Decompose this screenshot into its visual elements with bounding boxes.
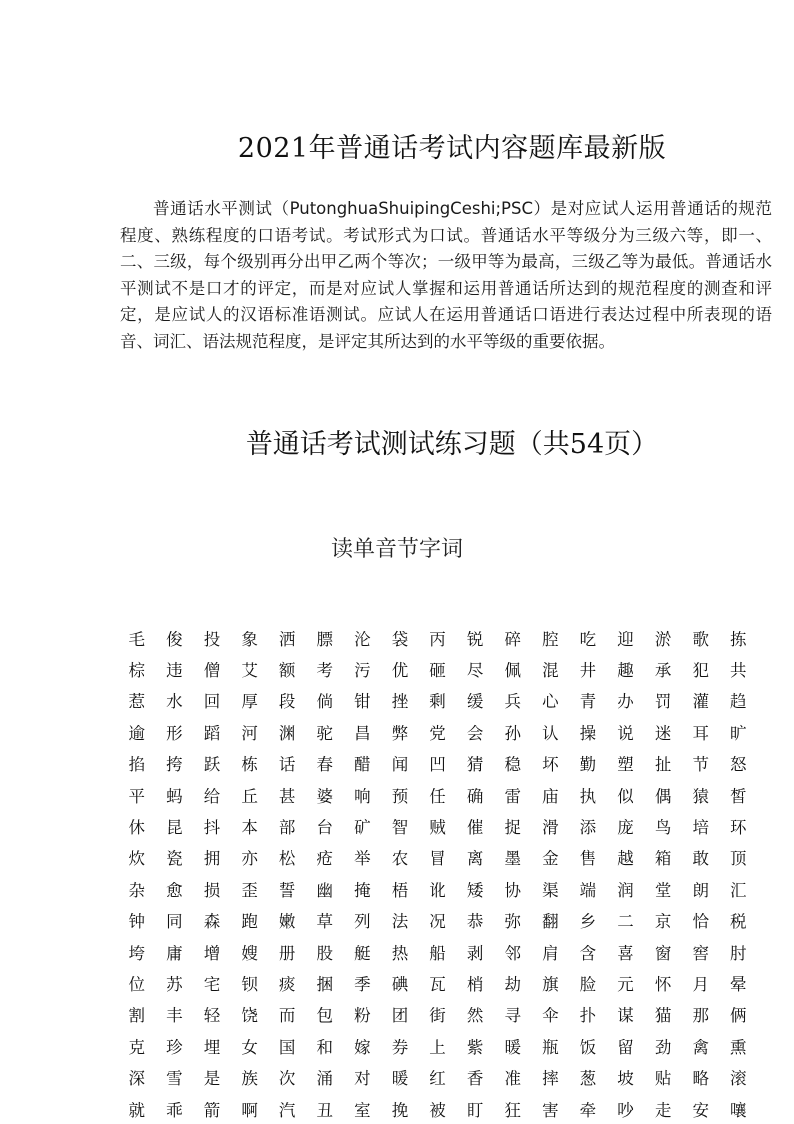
character-cell: 甚: [278, 786, 296, 806]
character-cell: 窗: [654, 943, 672, 963]
character-cell: 添: [579, 818, 597, 838]
character-cell: 炊: [128, 849, 146, 869]
character-cell: 说: [617, 723, 634, 743]
character-cell: 国: [278, 1037, 296, 1057]
character-row: [118, 842, 758, 873]
character-row: [118, 967, 758, 998]
character-cell: 伞: [542, 1006, 559, 1026]
character-cell: 墨: [504, 849, 521, 869]
character-cell: 走: [654, 1100, 672, 1120]
character-cell: 党: [429, 723, 446, 743]
character-cell: 准: [504, 1069, 521, 1089]
character-cell: 塑: [617, 755, 634, 775]
character-row: [118, 905, 758, 936]
character-row: [118, 873, 758, 904]
character-cell: 粉: [354, 1006, 371, 1026]
character-cell: 窖: [692, 943, 709, 963]
character-cell: 婆: [316, 786, 334, 806]
character-cell: 倘: [316, 692, 334, 712]
character-cell: 金: [542, 849, 559, 869]
character-cell: 形: [166, 723, 183, 743]
character-cell: 旗: [542, 974, 559, 994]
character-cell: 似: [617, 786, 634, 806]
character-cell: 河: [241, 723, 258, 743]
character-cell: 响: [354, 786, 371, 806]
character-cell: 红: [429, 1069, 446, 1089]
character-cell: 月: [692, 974, 709, 994]
character-cell: 办: [617, 692, 634, 712]
character-cell: 台: [316, 818, 334, 838]
character-row: [118, 1030, 758, 1061]
character-cell: 顶: [730, 849, 747, 869]
character-cell: 对: [354, 1069, 371, 1089]
character-cell: 杂: [128, 880, 146, 900]
character-cell: 葱: [579, 1069, 597, 1089]
character-cell: 松: [278, 849, 296, 869]
character-cell: 啊: [241, 1100, 258, 1120]
character-cell: 捉: [504, 818, 521, 838]
character-cell: 庙: [542, 786, 559, 806]
character-cell: 拥: [203, 849, 221, 869]
character-cell: 钡: [241, 974, 258, 994]
character-cell: 箱: [654, 849, 672, 869]
character-cell: 饶: [241, 1006, 258, 1026]
character-cell: 那: [692, 1006, 709, 1026]
character-cell: 节: [692, 755, 709, 775]
character-cell: 离: [466, 849, 484, 869]
character-cell: 闻: [391, 755, 409, 775]
character-cell: 牵: [579, 1100, 597, 1120]
character-cell: 族: [241, 1069, 258, 1089]
character-cell: 是: [203, 1069, 221, 1089]
character-cell: 同: [166, 912, 183, 932]
character-cell: 淤: [654, 629, 672, 649]
character-cell: 心: [542, 692, 559, 712]
character-cell: 庸: [166, 943, 183, 963]
character-cell: 安: [692, 1100, 709, 1120]
character-cell: 劲: [654, 1037, 672, 1057]
character-cell: 迷: [654, 723, 672, 743]
character-cell: 执: [579, 786, 597, 806]
character-cell: 热: [391, 943, 409, 963]
character-cell: 春: [316, 755, 334, 775]
character-cell: 环: [730, 818, 747, 838]
character-cell: 回: [203, 692, 221, 712]
character-cell: 箭: [203, 1100, 221, 1120]
character-cell: 然: [466, 1006, 484, 1026]
character-cell: 碎: [504, 629, 521, 649]
character-cell: 认: [542, 723, 559, 743]
character-cell: 掐: [128, 755, 146, 775]
character-cell: 深: [128, 1069, 146, 1089]
character-cell: 举: [354, 849, 371, 869]
character-cell: 鸟: [654, 818, 672, 838]
character-cell: 和: [316, 1037, 334, 1057]
character-cell: 团: [391, 1006, 409, 1026]
character-cell: 被: [429, 1100, 446, 1120]
intro-paragraph: 普通话水平测试（PutonghuaShuipingCeshi;PSC）是对应试人运用普通话的规范程度、熟练程度的口语考试。考试形式为口试。普通话水平等级分为三级六等，即一、二、三级，每个级别再分出甲乙两个等次；一级甲等为最高，三级乙等为最低。普通话水平测试不是口才的评定，而是对应试人掌握和运用普通话所达到的规范程度的测查和评定，是应试人的汉语标准语测试。应试人在运用普通话口语进行表达过程中所表现的语音、词汇、语法规范程度，是评定其所达到的水平等级的重要依据。: [120, 199, 772, 351]
character-cell: 趋: [730, 692, 747, 712]
character-cell: 操: [579, 723, 597, 743]
character-cell: 袋: [391, 629, 409, 649]
character-cell: 协: [504, 880, 521, 900]
character-cell: 挫: [391, 692, 409, 712]
character-cell: 嫁: [354, 1037, 371, 1057]
character-cell: 渊: [278, 723, 296, 743]
character-cell: 恭: [466, 912, 484, 932]
character-cell: 害: [542, 1100, 559, 1120]
character-row: [118, 716, 758, 747]
character-cell: 轻: [203, 1006, 221, 1026]
character-cell: 逾: [128, 723, 146, 743]
character-cell: 趣: [617, 661, 634, 681]
character-cell: 任: [429, 786, 446, 806]
character-cell: 象: [241, 629, 258, 649]
character-cell: 暖: [391, 1069, 409, 1089]
character-cell: 剥: [466, 943, 484, 963]
character-cell: 滑: [542, 818, 559, 838]
character-cell: 部: [278, 818, 296, 838]
character-cell: 谋: [617, 1006, 634, 1026]
character-cell: 沦: [354, 629, 371, 649]
character-cell: 滚: [730, 1069, 747, 1089]
character-cell: 混: [542, 661, 559, 681]
character-cell: 端: [579, 880, 597, 900]
character-cell: 梢: [466, 974, 484, 994]
character-cell: 就: [128, 1100, 146, 1120]
character-cell: 饭: [579, 1037, 597, 1057]
character-row: [118, 748, 758, 779]
character-cell: 污: [354, 661, 371, 681]
character-cell: 蹈: [203, 723, 221, 743]
character-cell: 水: [166, 692, 183, 712]
character-cell: 雪: [166, 1069, 183, 1089]
character-cell: 智: [391, 818, 409, 838]
character-cell: 碘: [391, 974, 409, 994]
document-title: 2021年普通话考试内容题库最新版: [237, 133, 667, 164]
character-cell: 位: [128, 974, 146, 994]
character-cell: 汇: [730, 880, 747, 900]
character-row: [118, 1061, 758, 1092]
character-cell: 扑: [579, 1006, 597, 1026]
character-cell: 京: [654, 912, 672, 932]
character-cell: 克: [128, 1037, 146, 1057]
character-cell: 森: [203, 912, 221, 932]
character-cell: 越: [617, 849, 634, 869]
character-cell: 疮: [316, 849, 334, 869]
character-cell: 吃: [579, 629, 597, 649]
character-cell: 税: [730, 912, 747, 932]
character-cell: 增: [203, 943, 221, 963]
character-cell: 翻: [542, 912, 559, 932]
character-cell: 跃: [203, 755, 221, 775]
character-cell: 锐: [466, 629, 484, 649]
exercise-title: 普通话考试测试练习题（共54页）: [245, 429, 659, 460]
character-cell: 法: [391, 912, 409, 932]
character-cell: 厚: [241, 692, 258, 712]
character-cell: 丙: [429, 629, 446, 649]
character-cell: 罚: [654, 692, 672, 712]
character-cell: 丑: [316, 1100, 334, 1120]
character-cell: 休: [128, 818, 146, 838]
character-cell: 话: [278, 755, 296, 775]
character-cell: 留: [617, 1037, 634, 1057]
character-cell: 猿: [692, 786, 709, 806]
character-cell: 嚷: [730, 1100, 747, 1120]
character-cell: 猜: [466, 755, 484, 775]
character-cell: 勤: [579, 755, 597, 775]
character-cell: 腔: [542, 629, 559, 649]
character-cell: 投: [203, 629, 221, 649]
character-cell: 珍: [166, 1037, 183, 1057]
character-cell: 暖: [504, 1037, 521, 1057]
character-cell: 瓦: [429, 974, 446, 994]
character-cell: 膘: [316, 629, 334, 649]
character-cell: 给: [203, 786, 221, 806]
character-cell: 本: [241, 818, 258, 838]
character-cell: 嫩: [278, 912, 296, 932]
character-cell: 亦: [241, 849, 258, 869]
character-cell: 抖: [203, 818, 221, 838]
character-cell: 渠: [542, 880, 559, 900]
character-cell: 船: [429, 943, 446, 963]
character-cell: 而: [278, 1006, 296, 1026]
character-cell: 矿: [354, 818, 371, 838]
character-row: [118, 999, 758, 1030]
character-cell: 喜: [617, 943, 634, 963]
character-cell: 迎: [617, 629, 634, 649]
character-cell: 吵: [617, 1100, 634, 1120]
character-cell: 棕: [128, 661, 146, 681]
character-cell: 梧: [391, 880, 409, 900]
character-cell: 摔: [542, 1069, 559, 1089]
character-cell: 贼: [429, 818, 446, 838]
character-cell: 香: [466, 1069, 484, 1089]
character-cell: 乡: [579, 912, 597, 932]
character-cell: 瓷: [166, 849, 183, 869]
character-cell: 砸: [429, 661, 446, 681]
character-row: [118, 810, 758, 841]
character-cell: 苏: [166, 974, 183, 994]
character-cell: 艇: [354, 943, 371, 963]
character-cell: 挎: [166, 755, 183, 775]
character-cell: 坡: [617, 1069, 634, 1089]
character-cell: 凹: [429, 755, 446, 775]
character-cell: 熏: [730, 1037, 747, 1057]
character-row: [118, 622, 758, 653]
character-cell: 灌: [692, 692, 709, 712]
character-cell: 脸: [579, 974, 597, 994]
character-cell: 嫂: [241, 943, 258, 963]
character-cell: 誓: [278, 880, 296, 900]
character-cell: 列: [354, 912, 371, 932]
character-cell: 挽: [391, 1100, 409, 1120]
character-cell: 瓶: [542, 1037, 559, 1057]
character-cell: 确: [466, 786, 484, 806]
character-cell: 略: [692, 1069, 709, 1089]
character-cell: 栋: [241, 755, 258, 775]
character-cell: 艾: [241, 661, 258, 681]
character-cell: 耳: [692, 723, 709, 743]
character-cell: 堂: [654, 880, 672, 900]
character-cell: 讹: [429, 880, 446, 900]
character-cell: 会: [466, 723, 484, 743]
character-cell: 培: [692, 818, 709, 838]
character-cell: 上: [429, 1037, 446, 1057]
character-cell: 农: [391, 849, 409, 869]
character-cell: 弊: [391, 723, 409, 743]
character-cell: 稳: [504, 755, 521, 775]
character-cell: 街: [429, 1006, 446, 1026]
character-cell: 歪: [241, 880, 258, 900]
character-cell: 犯: [692, 661, 709, 681]
character-cell: 涌: [316, 1069, 334, 1089]
character-cell: 丘: [241, 786, 258, 806]
character-cell: 剩: [429, 692, 446, 712]
character-cell: 捆: [316, 974, 334, 994]
character-cell: 怒: [730, 755, 747, 775]
character-cell: 售: [579, 849, 597, 869]
character-cell: 况: [429, 912, 446, 932]
character-cell: 盯: [466, 1100, 484, 1120]
character-cell: 坏: [542, 755, 559, 775]
character-cell: 幽: [316, 880, 334, 900]
character-row: [118, 779, 758, 810]
character-cell: 女: [241, 1037, 258, 1057]
character-cell: 掩: [354, 880, 371, 900]
character-cell: 损: [203, 880, 221, 900]
character-cell: 扯: [654, 755, 672, 775]
character-row: [118, 936, 758, 967]
character-cell: 敢: [692, 849, 709, 869]
character-cell: 晕: [730, 974, 747, 994]
character-cell: 禽: [692, 1037, 709, 1057]
character-cell: 包: [316, 1006, 334, 1026]
character-cell: 驼: [316, 723, 334, 743]
character-cell: 俊: [166, 629, 183, 649]
character-cell: 共: [730, 661, 747, 681]
character-cell: 皙: [730, 786, 747, 806]
character-cell: 承: [654, 661, 672, 681]
character-cell: 埋: [203, 1037, 221, 1057]
character-cell: 紫: [466, 1037, 484, 1057]
character-cell: 劫: [504, 974, 521, 994]
character-cell: 井: [579, 661, 597, 681]
character-cell: 季: [354, 974, 371, 994]
character-cell: 蚂: [166, 786, 183, 806]
character-cell: 狂: [504, 1100, 521, 1120]
character-cell: 朗: [692, 880, 709, 900]
character-cell: 昌: [354, 723, 371, 743]
character-cell: 肘: [730, 943, 747, 963]
character-cell: 汽: [278, 1100, 296, 1120]
character-cell: 僧: [203, 661, 221, 681]
character-row: [118, 1093, 758, 1124]
character-cell: 俩: [730, 1006, 747, 1026]
character-cell: 催: [466, 818, 484, 838]
character-cell: 孙: [504, 723, 521, 743]
character-cell: 草: [316, 912, 334, 932]
character-cell: 拣: [730, 629, 747, 649]
character-cell: 雷: [504, 786, 521, 806]
character-cell: 额: [278, 661, 296, 681]
character-cell: 违: [166, 661, 183, 681]
character-cell: 冒: [429, 849, 446, 869]
character-grid: [118, 622, 758, 1124]
character-cell: 润: [617, 880, 634, 900]
character-cell: 弥: [504, 912, 521, 932]
character-cell: 预: [391, 786, 409, 806]
character-cell: 矮: [466, 880, 484, 900]
character-cell: 股: [316, 943, 334, 963]
character-cell: 醋: [354, 755, 371, 775]
character-cell: 跑: [241, 912, 258, 932]
character-cell: 宅: [203, 974, 221, 994]
character-cell: 割: [128, 1006, 146, 1026]
character-cell: 佩: [504, 661, 521, 681]
character-cell: 乖: [166, 1100, 183, 1120]
character-cell: 庞: [617, 818, 634, 838]
character-cell: 优: [391, 661, 409, 681]
character-cell: 惹: [128, 692, 146, 712]
character-cell: 册: [278, 943, 296, 963]
character-row: [118, 685, 758, 716]
character-cell: 昆: [166, 818, 183, 838]
character-cell: 含: [579, 943, 597, 963]
character-cell: 尽: [466, 661, 484, 681]
character-cell: 怀: [654, 974, 672, 994]
character-cell: 券: [391, 1037, 409, 1057]
character-cell: 肩: [542, 943, 559, 963]
character-cell: 痰: [278, 974, 296, 994]
character-cell: 偶: [654, 786, 672, 806]
character-cell: 次: [278, 1069, 296, 1089]
character-cell: 垮: [128, 943, 146, 963]
character-cell: 缓: [466, 692, 484, 712]
character-cell: 猫: [654, 1006, 672, 1026]
character-cell: 恰: [692, 912, 709, 932]
character-cell: 毛: [128, 629, 146, 649]
character-cell: 愈: [166, 880, 183, 900]
character-cell: 考: [316, 661, 334, 681]
character-cell: 洒: [278, 629, 296, 649]
character-cell: 歌: [692, 629, 709, 649]
character-cell: 旷: [730, 723, 747, 743]
character-cell: 丰: [166, 1006, 183, 1026]
character-cell: 室: [354, 1100, 371, 1120]
character-cell: 钟: [128, 912, 146, 932]
character-cell: 元: [617, 974, 634, 994]
character-cell: 青: [579, 692, 597, 712]
character-cell: 段: [278, 692, 296, 712]
character-cell: 邻: [504, 943, 521, 963]
character-cell: 兵: [504, 692, 521, 712]
character-cell: 二: [617, 912, 634, 932]
character-cell: 贴: [654, 1069, 672, 1089]
character-cell: 钳: [354, 692, 371, 712]
section-title: 读单音节字词: [330, 537, 463, 562]
character-cell: 寻: [504, 1006, 521, 1026]
character-cell: 平: [128, 786, 146, 806]
character-row: [118, 653, 758, 684]
